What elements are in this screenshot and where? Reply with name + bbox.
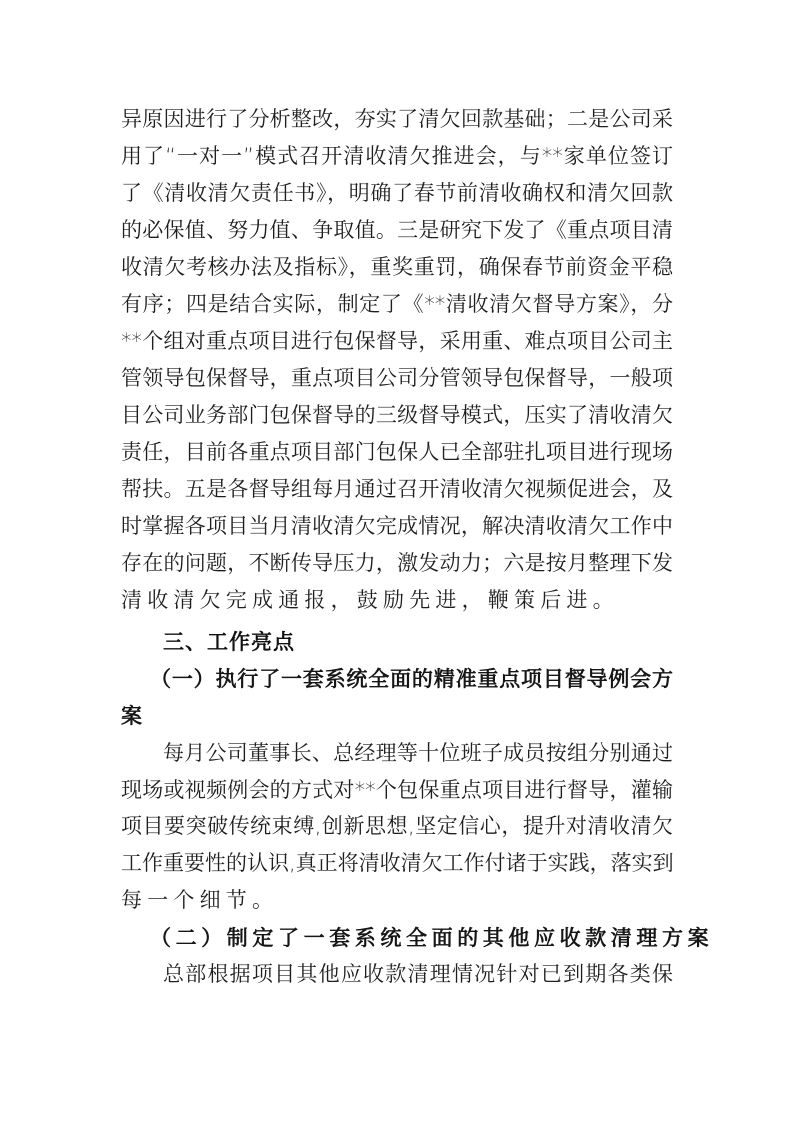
paragraph-line: **个组对重点项目进行包保督导，采用重、难点项目公司主 xyxy=(121,329,673,353)
section-heading: 三、工作亮点 xyxy=(163,630,295,654)
subsection-heading: （二）制定了一套系统全面的其他应收款清理方案 xyxy=(150,925,714,950)
paragraph-line: 帮扶。五是各督导组每月通过召开清收清欠视频促进会，及 xyxy=(121,477,673,501)
subsection-heading: （一）执行了一套系统全面的精准重点项目督导例会方 xyxy=(150,666,673,691)
paragraph-line: 责任，目前各重点项目部门包保人已全部驻扎项目进行现场 xyxy=(121,440,673,464)
subsection-heading-continuation: 案 xyxy=(121,703,147,728)
paragraph-line: 了《清收清欠责任书》，明确了春节前清收确权和清欠回款 xyxy=(121,181,673,205)
paragraph-line: 用了“一对一”模式召开清收清欠推进会，与**家单位签订 xyxy=(121,144,673,168)
paragraph-line: 目公司业务部门包保督导的三级督导模式，压实了清收清欠 xyxy=(121,403,673,427)
paragraph-line: 现场或视频例会的方式对**个包保重点项目进行督导，灌输 xyxy=(121,778,673,802)
paragraph-line: 异原因进行了分析整改，夯实了清欠回款基础；二是公司采 xyxy=(121,107,673,131)
paragraph-line: 项目要突破传统束缚,创新思想,坚定信心，提升对清收清欠 xyxy=(121,814,673,838)
paragraph-line: 时掌握各项目当月清收清欠完成情况，解决清收清欠工作中 xyxy=(121,514,673,538)
paragraph-line: 收清欠考核办法及指标》，重奖重罚，确保春节前资金平稳 xyxy=(121,255,673,279)
paragraph-line: 有序；四是结合实际，制定了《**清收清欠督导方案》，分 xyxy=(121,292,673,316)
paragraph-line: 的必保值、努力值、争取值。三是研究下发了《重点项目清 xyxy=(121,218,673,242)
paragraph-line: 管领导包保督导，重点项目公司分管领导包保督导，一般项 xyxy=(121,366,673,390)
paragraph-line: 每一个细节。 xyxy=(121,888,279,912)
paragraph-line: 存在的问题，不断传导压力，激发动力；六是按月整理下发 xyxy=(121,551,673,575)
paragraph-line: 总部根据项目其他应收款清理情况针对已到期各类保 xyxy=(163,962,673,986)
paragraph-line: 清收清欠完成通报，鼓励先进，鞭策后进。 xyxy=(121,588,619,612)
paragraph-line: 工作重要性的认识,真正将清收清欠工作付诸于实践，落实到 xyxy=(121,851,674,875)
paragraph-line: 每月公司董事长、总经理等十位班子成员按组分别通过 xyxy=(163,741,673,765)
